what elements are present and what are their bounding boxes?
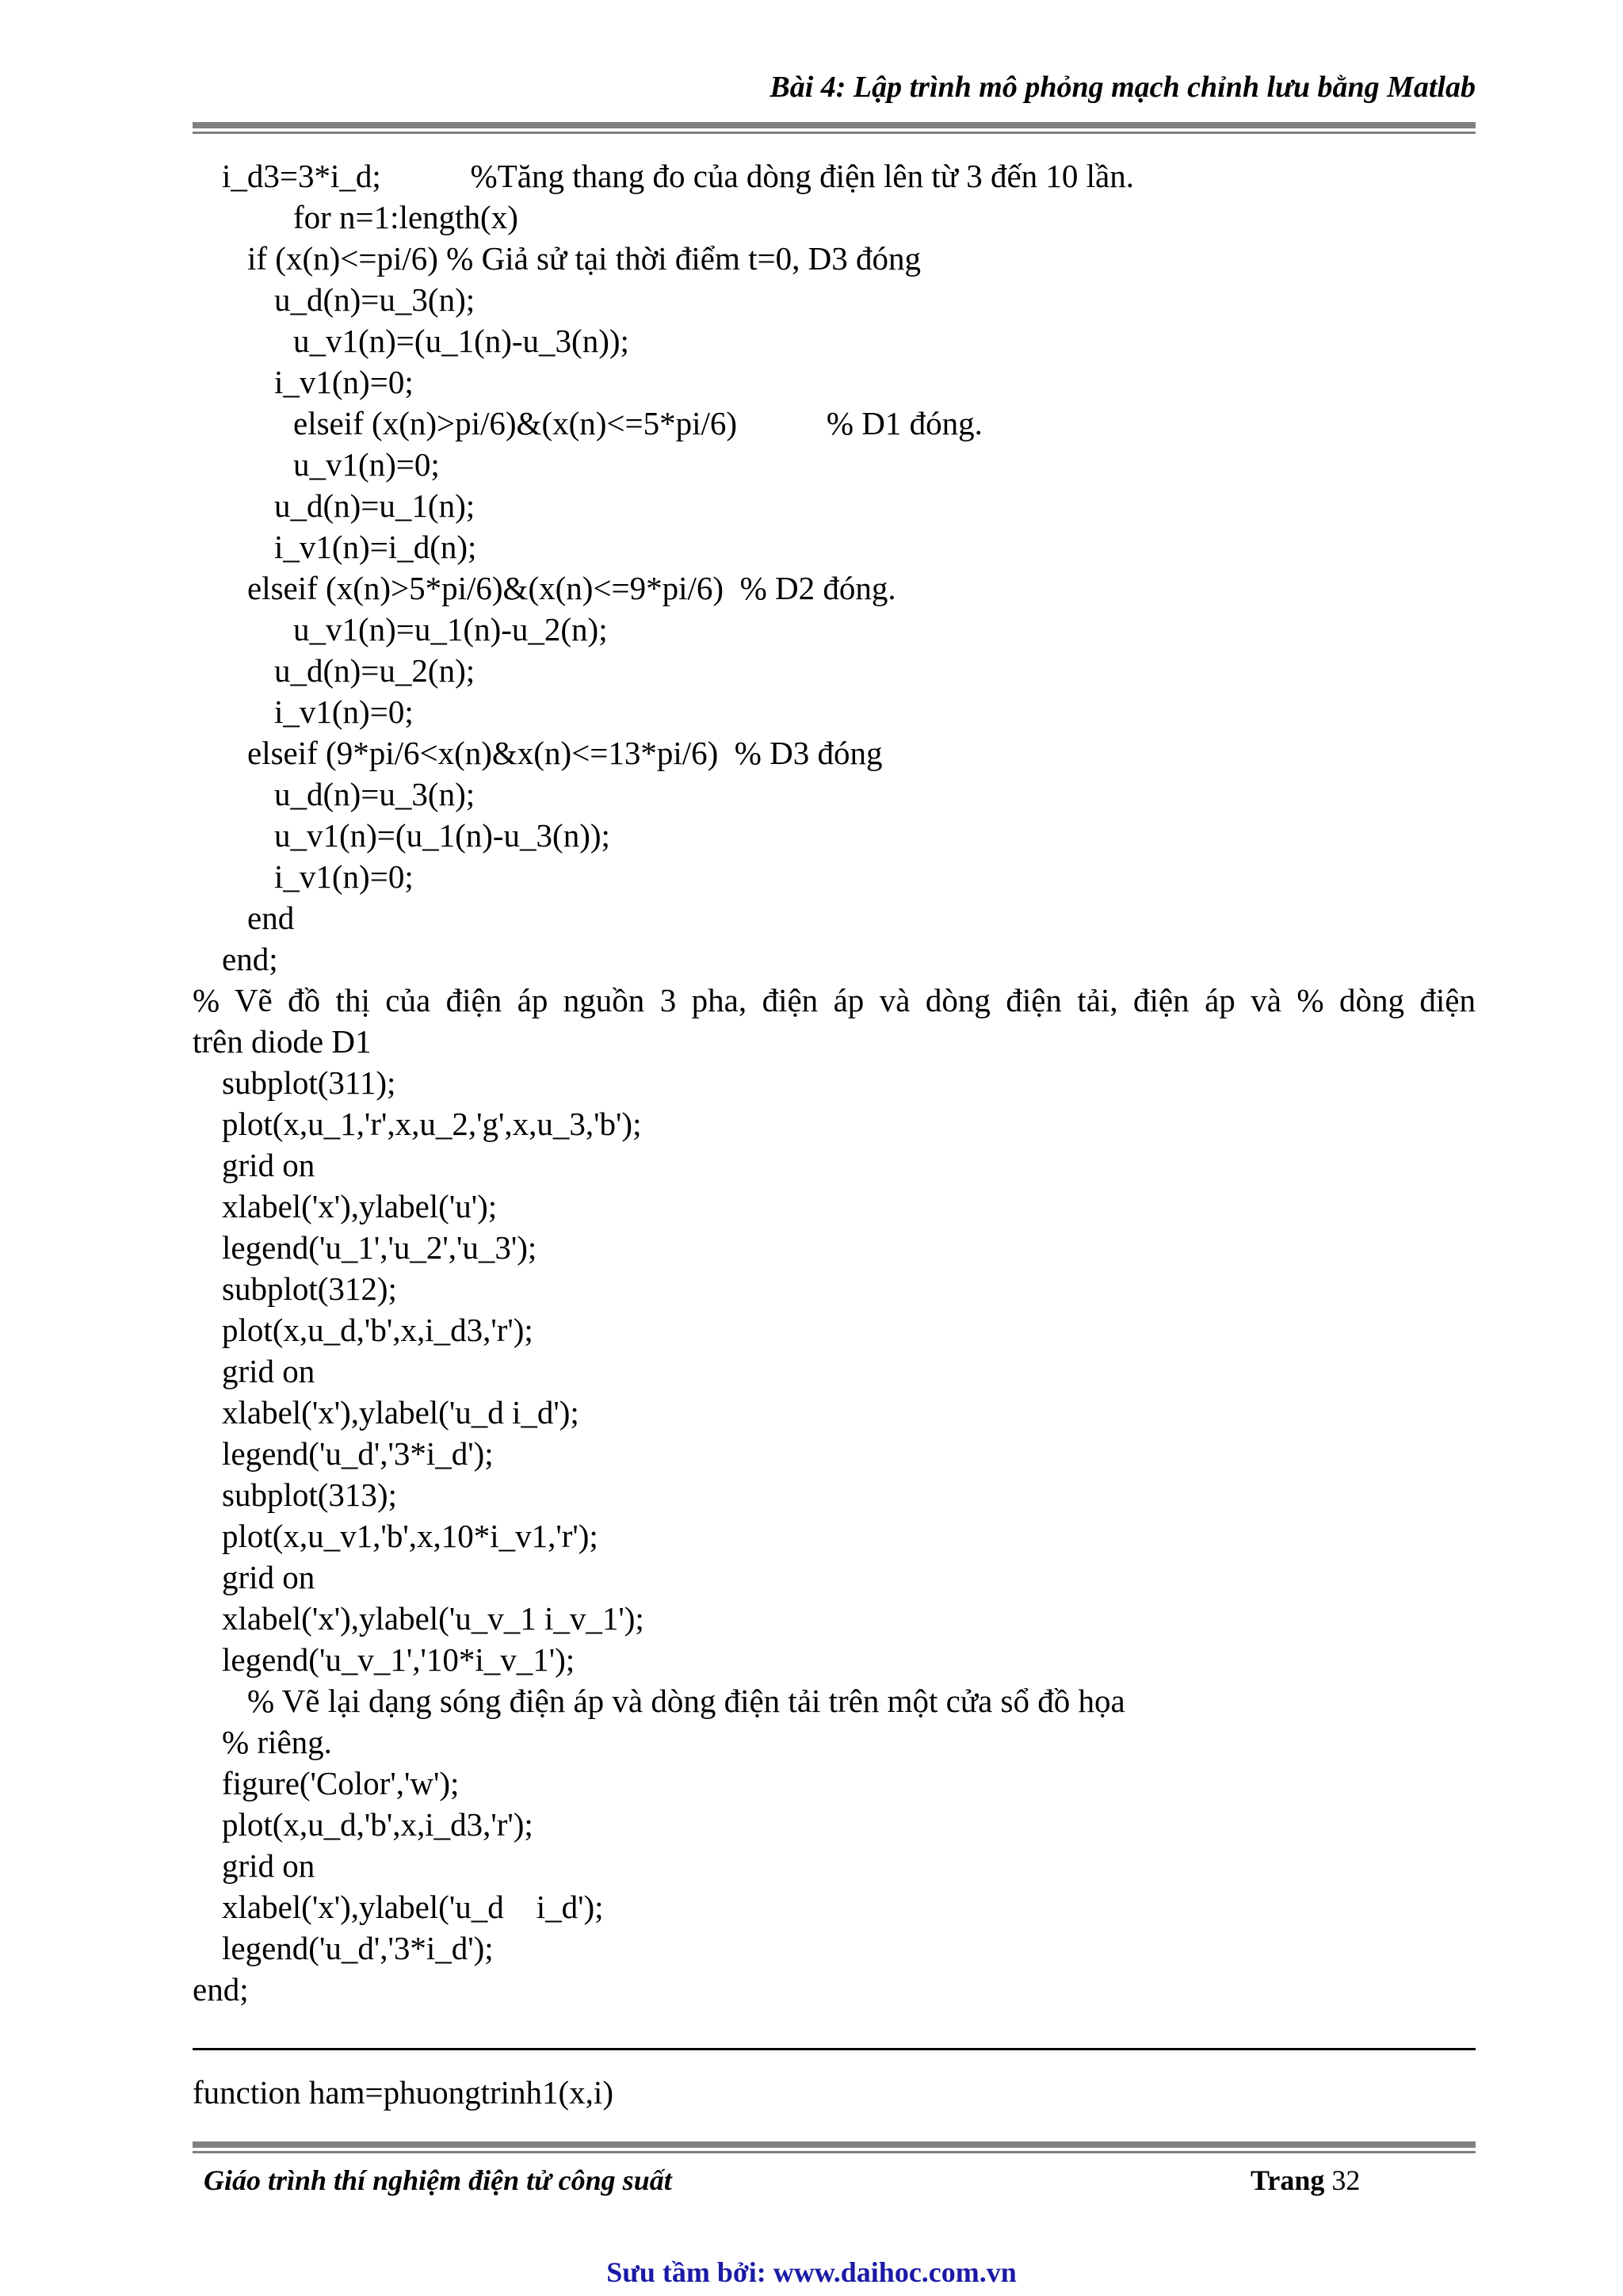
code-line: plot(x,u_1,'r',x,u_2,'g',x,u_3,'b'); xyxy=(222,1106,642,1142)
code-line: elseif (x(n)>pi/6)&(x(n)<=5*pi/6) % D1 đóng. xyxy=(293,405,983,441)
page-label: Trang xyxy=(1251,2164,1325,2196)
code-line: i_v1(n)=i_d(n); xyxy=(274,529,477,565)
function-signature: function ham=phuongtrinh1(x,i) xyxy=(193,2074,613,2111)
code-line: grid on xyxy=(222,1353,315,1389)
code-line: u_d(n)=u_1(n); xyxy=(274,487,475,524)
page-number-value: 32 xyxy=(1331,2164,1361,2196)
code-line: u_d(n)=u_2(n); xyxy=(274,652,475,689)
footer-book-title: Giáo trình thí nghiệm điện tử công suất xyxy=(204,2164,672,2196)
code-line: i_v1(n)=0; xyxy=(274,364,414,400)
code-line: u_v1(n)=u_1(n)-u_2(n); xyxy=(293,611,608,648)
code-line: % riêng. xyxy=(222,1724,332,1760)
code-line: plot(x,u_d,'b',x,i_d3,'r'); xyxy=(222,1312,533,1348)
code-line: if (x(n)<=pi/6) % Giả sử tại thời điểm t=0, D3 đóng xyxy=(247,240,922,277)
code-line: u_d(n)=u_3(n); xyxy=(274,776,475,812)
code-comment-line: % Vẽ đồ thị của điện áp nguồn 3 pha, điện áp và dòng điện tải, điện áp và % dòng điện xyxy=(193,982,1476,1018)
code-line: i_d3=3*i_d; %Tăng thang đo của dòng điện lên từ 3 đến 10 lần. xyxy=(222,158,1135,194)
code-line: legend('u_v_1','10*i_v_1'); xyxy=(222,1641,575,1678)
code-line: u_v1(n)=0; xyxy=(293,446,440,483)
code-line: grid on xyxy=(222,1147,315,1183)
code-line: i_v1(n)=0; xyxy=(274,693,414,730)
code-line: for n=1:length(x) xyxy=(293,199,518,235)
code-line: elseif (x(n)>5*pi/6)&(x(n)<=9*pi/6) % D2 đóng. xyxy=(247,570,896,606)
page-number xyxy=(1251,2164,1360,2197)
code-line: end; xyxy=(222,941,278,977)
code-line: subplot(312); xyxy=(222,1270,397,1307)
code-line: u_v1(n)=(u_1(n)-u_3(n)); xyxy=(274,817,610,854)
code-line: elseif (9*pi/6<x(n)&x(n)<=13*pi/6) % D3 đóng xyxy=(247,735,883,771)
code-line: legend('u_1','u_2','u_3'); xyxy=(222,1229,537,1266)
code-line: plot(x,u_d,'b',x,i_d3,'r'); xyxy=(222,1806,533,1843)
footer-rule-thin xyxy=(193,2151,1476,2153)
header-title: Bài 4: Lập trình mô phỏng mạch chỉnh lưu bằng Matlab xyxy=(769,71,1476,104)
code-line: figure('Color','w'); xyxy=(222,1765,460,1801)
code-line: legend('u_d','3*i_d'); xyxy=(222,1930,494,1966)
code-line: % Vẽ lại dạng sóng điện áp và dòng điện tải trên một cửa sổ đồ họa xyxy=(247,1683,1125,1719)
footer-rule xyxy=(193,2141,1476,2148)
code-line: subplot(313); xyxy=(222,1477,397,1513)
code-line: grid on xyxy=(222,1559,315,1595)
code-line: grid on xyxy=(222,1847,315,1884)
code-line: u_d(n)=u_3(n); xyxy=(274,281,475,318)
code-line: legend('u_d','3*i_d'); xyxy=(222,1435,494,1472)
section-divider xyxy=(193,2048,1476,2050)
code-line: subplot(311); xyxy=(222,1064,396,1101)
header-rule xyxy=(193,122,1476,128)
code-line: xlabel('x'),ylabel('u'); xyxy=(222,1188,498,1224)
code-line: end; xyxy=(193,1971,249,2008)
code-line: plot(x,u_v1,'b',x,10*i_v1,'r'); xyxy=(222,1518,598,1554)
code-line: xlabel('x'),ylabel('u_d i_d'); xyxy=(222,1889,604,1925)
source-credit: Sưu tầm bởi: www.daihoc.com.vn xyxy=(606,2256,1017,2288)
header-rule-thin xyxy=(193,132,1476,134)
code-line: u_v1(n)=(u_1(n)-u_3(n)); xyxy=(293,323,629,359)
code-line: i_v1(n)=0; xyxy=(274,858,414,895)
code-line: trên diode D1 xyxy=(193,1023,372,1060)
code-line: end xyxy=(247,900,295,936)
code-line: xlabel('x'),ylabel('u_d i_d'); xyxy=(222,1394,579,1431)
code-line: xlabel('x'),ylabel('u_v_1 i_v_1'); xyxy=(222,1600,644,1637)
